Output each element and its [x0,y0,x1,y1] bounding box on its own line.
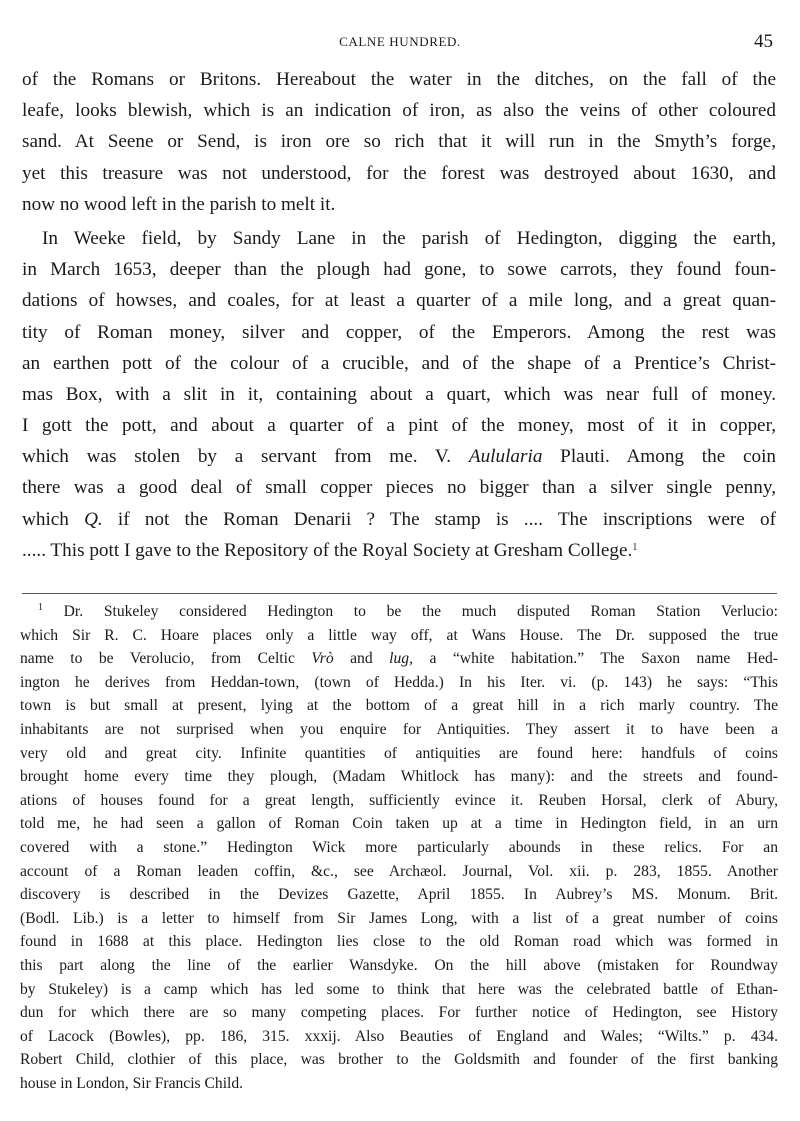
footnote-line: ington he derives from Heddan-town, (town of Hedda.) In his Iter. vi. (p. 143) he says: “This [20,673,778,691]
footnote-line: discovery is described in the Devizes Gazette, April 1855. In Aubrey’s MS. Monum. Brit. [20,886,778,904]
footnote-line: account of a Roman leaden coffin, &c., see Archæol. Journal, Vol. xii. p. 283, 1855. Another [20,862,778,880]
text-line: sand. At Seene or Send, is iron ore so rich that it will run in the Smyth’s forge, [22,131,776,153]
text-line: an earthen pott of the colour of a crucible, and of the shape of a Prentice’s Christ- [22,352,776,374]
text-line: dations of howses, and coales, for at least a quarter of a mile long, and a great quan- [22,290,776,312]
text-run: ..... This pott I gave to the Repository of the Royal Society at Gresham College. [22,539,633,561]
text-line [22,535,776,566]
footnote-line: town is but small at present, lying at the bottom of a great hill in a rich marly country. The [20,697,778,715]
footnote-line: by Stukeley) is a camp which has led some to think that here was the celebrated battle of Ethan- [20,980,778,998]
footnote-line [20,647,778,671]
footnote-line: ations of houses found for a great length, sufficiently evince it. Reuben Horsal, clerk of Abury, [20,791,778,809]
footnote-line: covered with a stone.” Hedington Wick more particularly abounds in these relics. For an [20,838,778,856]
text-run: and [333,650,390,668]
footnote-line: found in 1688 at this place. Hedington lies close to the old Roman road which was formed in [20,933,778,951]
text-line: of the Romans or Britons. Hereabout the water in the ditches, on the fall of the [22,69,776,90]
text-run: which was stolen by a servant from me. V. [22,446,469,468]
footnote-line: very old and great city. Infinite quantities of antiquities are found here: handfuls of coins [20,744,778,762]
text-line: there was a good deal of small copper pieces no bigger than a silver single penny, [22,477,776,499]
text-line [22,504,776,535]
text-run: , a “white habitation.” The Saxon name Hed- [409,650,778,668]
running-title: CALNE HUNDRED. [339,34,461,49]
footnote-line: told me, he had seen a gallon of Roman Coin taken up at a time in Hedington field, in an urn [20,815,778,833]
footnote-line: house in London, Sir Francis Child. [20,1074,244,1092]
text-line: tity of Roman money, silver and copper, of the Emperors. Among the rest was [22,321,776,343]
text-run: which [22,508,85,530]
page-number: 45 [754,31,773,52]
text-line [22,441,776,472]
footnote-line: inhabitants are not surprised when you enquire for Antiquities. They assert it to have been a [20,720,778,738]
italic-word: lug [389,650,410,668]
italic-title: Aulularia [468,446,543,468]
text-line: I gott the pott, and about a quarter of a pint of the money, most of it in copper, [22,415,776,437]
footnote-line: dun for which there are so many competing places. For further notice of Hedington, see History [20,1004,778,1022]
text-line: in March 1653, deeper than the plough had gone, to sowe carrots, they found foun- [22,259,776,281]
text-line: In Weeke field, by Sandy Lane in the parish of Hedington, digging the earth, [42,227,776,249]
italic-query: Q. [84,508,103,530]
footnote-line: which Sir R. C. Hoare places only a little way off, at Wans House. The Dr. supposed the true [20,626,778,644]
text-line: leafe, looks blewish, which is an indication of iron, as also the veins of other coloured [22,100,776,122]
footnote-line: this part along the line of the earlier Wansdyke. On the hill above (mistaken for Roundway [20,956,778,974]
footnote-line [20,600,778,624]
footnote [20,600,778,1095]
running-head [22,31,778,53]
footnote-line: (Bodl. Lib.) is a letter to himself from Sir James Long, with a list of a great number of coins [20,909,778,927]
footnote-line: of Lacock (Bowles), pp. 186, 315. xxxij. Also Beauties of England and Wales; “Wilts.” p. 434. [20,1027,778,1045]
main-text [22,64,776,566]
text-line: mas Box, with a slit in it, containing about a quart, which was near full of money. [22,383,776,405]
text-run: if not the Roman Denarii ? The stamp is .... The inscriptions were of [102,508,776,530]
text-run: Plauti. Among the coin [542,446,776,468]
footnote-line: brought home every time they plough, (Madam Whitlock has many): and the streets and found- [20,768,778,786]
footnote-marker: 1 [38,602,43,613]
footnote-line: Robert Child, clothier of this place, was brother to the Goldsmith and founder of the first banking [20,1051,778,1069]
footnote-divider [22,593,777,594]
text-line: yet this treasure was not understood, for the forest was destroyed about 1630, and [22,162,776,184]
text-line: now no wood left in the parish to melt it. [22,193,336,215]
text-run: name to be Verolucio, from Celtic [20,650,312,668]
italic-word: Vrò [311,650,334,668]
footnote-reference[interactable]: 1 [632,541,638,553]
text-run: Dr. Stukeley considered Hedington to be the much disputed Roman Station Verlucio: [63,603,778,620]
